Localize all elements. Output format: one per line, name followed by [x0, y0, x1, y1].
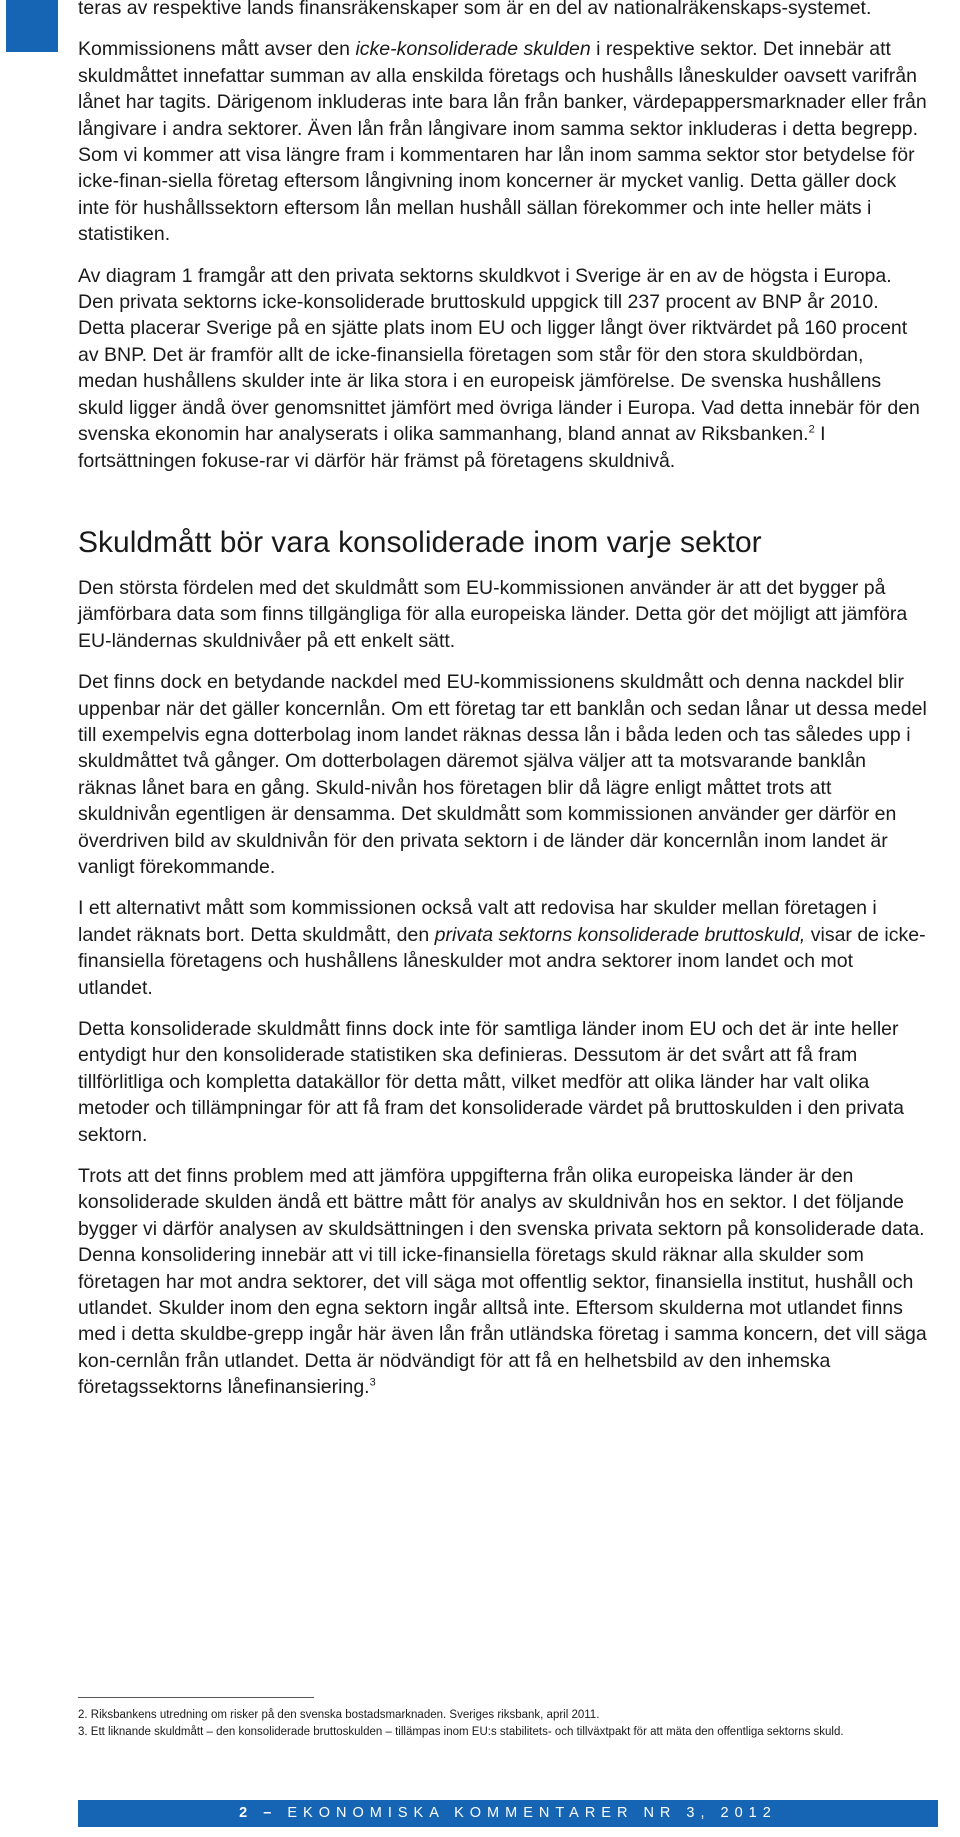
footnote-2: 2. Riksbankens utredning om risker på den svenska bostadsmarknaden. Sveriges riksbank, april 2011. — [78, 1709, 600, 1721]
intro-paragraphs — [78, 0, 928, 474]
paragraph-text: Detta konsoliderade skuldmått finns dock inte för samtliga länder inom EU och det är inte heller entydigt hur den konsoliderade statistiken ska definieras. Dessutom är det svårt att få fram tillförlitliga och kompletta datakällor för detta mått, vilket medför att olika länder har valt olika metoder och tillämpningar för att få fram det konsoliderade värdet på bruttoskulden i den privata sektorn. — [78, 1018, 904, 1146]
footnotes — [78, 1707, 938, 1741]
corner-accent-square — [6, 0, 58, 52]
paragraph — [78, 263, 928, 474]
article-body — [78, 0, 928, 1416]
paragraph-text: Trots att det finns problem med att jämföra uppgifterna från olika europeiska länder är den konsoliderade skulden ändå ett bättre mått för analys av skuldnivån hos en sektor. I det följande bygger vi därför analysen av skuldsättningen i den svenska privata sektorn på konsoliderade data. Denna konsolidering innebär att vi till icke-finansiella företags skuld räknar alla skulder som företagen har mot andra sektorer, det vill säga mot offentlig sektor, finansiella institut, hushåll och utlandet. Skulder inom den egna sektorn ingår alltså inte. Eftersom skulderna mot utlandet finns med i detta skuldbe-grepp ingår här även lån från utländska företag i samma koncern, det vill säga kon-cernlån från utlandet. Detta är nödvändigt för att få en helhetsbild av den inhemska företagssektorns lånefinansiering. — [78, 1165, 927, 1399]
footnote-reference: 2 — [808, 423, 815, 436]
paragraph — [78, 36, 928, 247]
footer-separator: – — [263, 1805, 278, 1821]
paragraph — [78, 669, 928, 880]
publication-title: EKONOMISKA KOMMENTARER NR 3, 2012 — [287, 1805, 777, 1821]
emphasized-text: privata sektorns konsoliderade bruttoskuld, — [434, 923, 806, 946]
emphasized-text: icke-konsoliderade skulden — [355, 38, 591, 61]
paragraph — [78, 0, 928, 21]
footnote-reference: 3 — [369, 1376, 376, 1389]
paragraph-text: Det finns dock en betydande nackdel med EU-kommissionens skuldmått och denna nackdel blir uppenbar när det gäller koncernlån. Om ett företag tar ett banklån och sedan lånar ut dessa medel till exempelvis egna dotterbolag inom landet räknas dessa lån i båda leden och tas således upp i skuldmåttet två gånger. Om dotterbolagen däremot själva väljer att ta motsvarande banklån räknas lånet bara en gång. Skuld-nivån hos företagen blir då lägre enligt måttet trots att skuldnivån egentligen är densamma. Det skuldmått som kommissionen använder ger därför en överdriven bild av skuldnivån för den privata sektorn i de länder där koncernlån inom landet är vanligt förekommande. — [78, 671, 927, 878]
paragraph-text: Av diagram 1 framgår att den privata sektorns skuldkvot i Sverige är en av de högsta i Europa. Den privata sektorns icke-konsoliderade bruttoskuld uppgick till 237 procent av BNP år 2010. Detta placerar Sverige på en sjätte plats inom EU och ligger långt över riktvärdet på 160 procent av BNP. Det är framför allt de icke-finansiella företagen som står för den stora skuldbördan, medan hushållens skulder inte är lika stora i en europeisk jämförelse. De svenska hushållens skuld ligger ändå över genomsnittet jämfört med övriga länder i Europa. Vad detta innebär för den svenska ekonomin har analyserats i olika sammanhang, bland annat av Riksbanken. — [78, 264, 920, 446]
paragraph-text: Kommissionens mått avser den — [78, 38, 356, 61]
section-paragraphs — [78, 575, 928, 1401]
paragraph-text: teras av respektive lands finansräkenskaper som är en del av nationalräkenskaps-systemet. — [78, 0, 872, 19]
footnote-rule — [78, 1697, 314, 1698]
footer-bar — [78, 1800, 938, 1827]
paragraph-text: I ett alternativt mått som kommissionen också valt att redovisa har skulder mellan företagen i landet räknats bort. Detta skuldmått, den — [78, 897, 877, 946]
section-title: Skuldmått bör vara konsoliderade inom varje sektor — [78, 525, 762, 559]
paragraph — [78, 575, 928, 654]
paragraph — [78, 1163, 928, 1401]
paragraph-text: visar de icke-finansiella företagens och hushållens låneskulder mot andra sektorer inom landet och mot utlandet. — [78, 923, 926, 999]
paragraph-text: i respektive sektor. Det innebär att skuldmåttet innefattar summan av alla enskilda företags och hushålls låneskulder oavsett varifrån lånet har tagits. Därigenom inkluderas inte bara lån från banker, värdepappersmarknader eller från långivare i andra sektorer. Även lån från långivare inom samma sektor inkluderas i detta begrepp. Som vi kommer att visa längre fram i kommentaren har lån inom samma sektor stor betydelse för icke-finan-siella företag eftersom långivning inom koncerner är mycket vanlig. Detta gäller dock inte för hushållssektorn eftersom lån mellan hushåll sällan förekommer och inte heller mäts i statistiken. — [78, 38, 927, 246]
page-number: 2 — [239, 1805, 254, 1821]
paragraph-text: Den största fördelen med det skuldmått som EU-kommissionen använder är att det bygger på jämförbara data som finns tillgängliga för alla europeiska länder. Detta gör det möjligt att jämföra EU-ländernas skuldnivåer på ett enkelt sätt. — [78, 576, 908, 652]
paragraph — [78, 1016, 928, 1148]
paragraph — [78, 895, 928, 1001]
footnote-3: 3. Ett liknande skuldmått – den konsoliderade bruttoskulden – tillämpas inom EU:s stabilitets- och tillväxtpakt för att mäta den offentliga sektorns skuld. — [78, 1726, 844, 1738]
paragraph-text: I fortsättningen fokuse-rar vi därför här främst på företagens skuldnivå. — [78, 423, 826, 472]
